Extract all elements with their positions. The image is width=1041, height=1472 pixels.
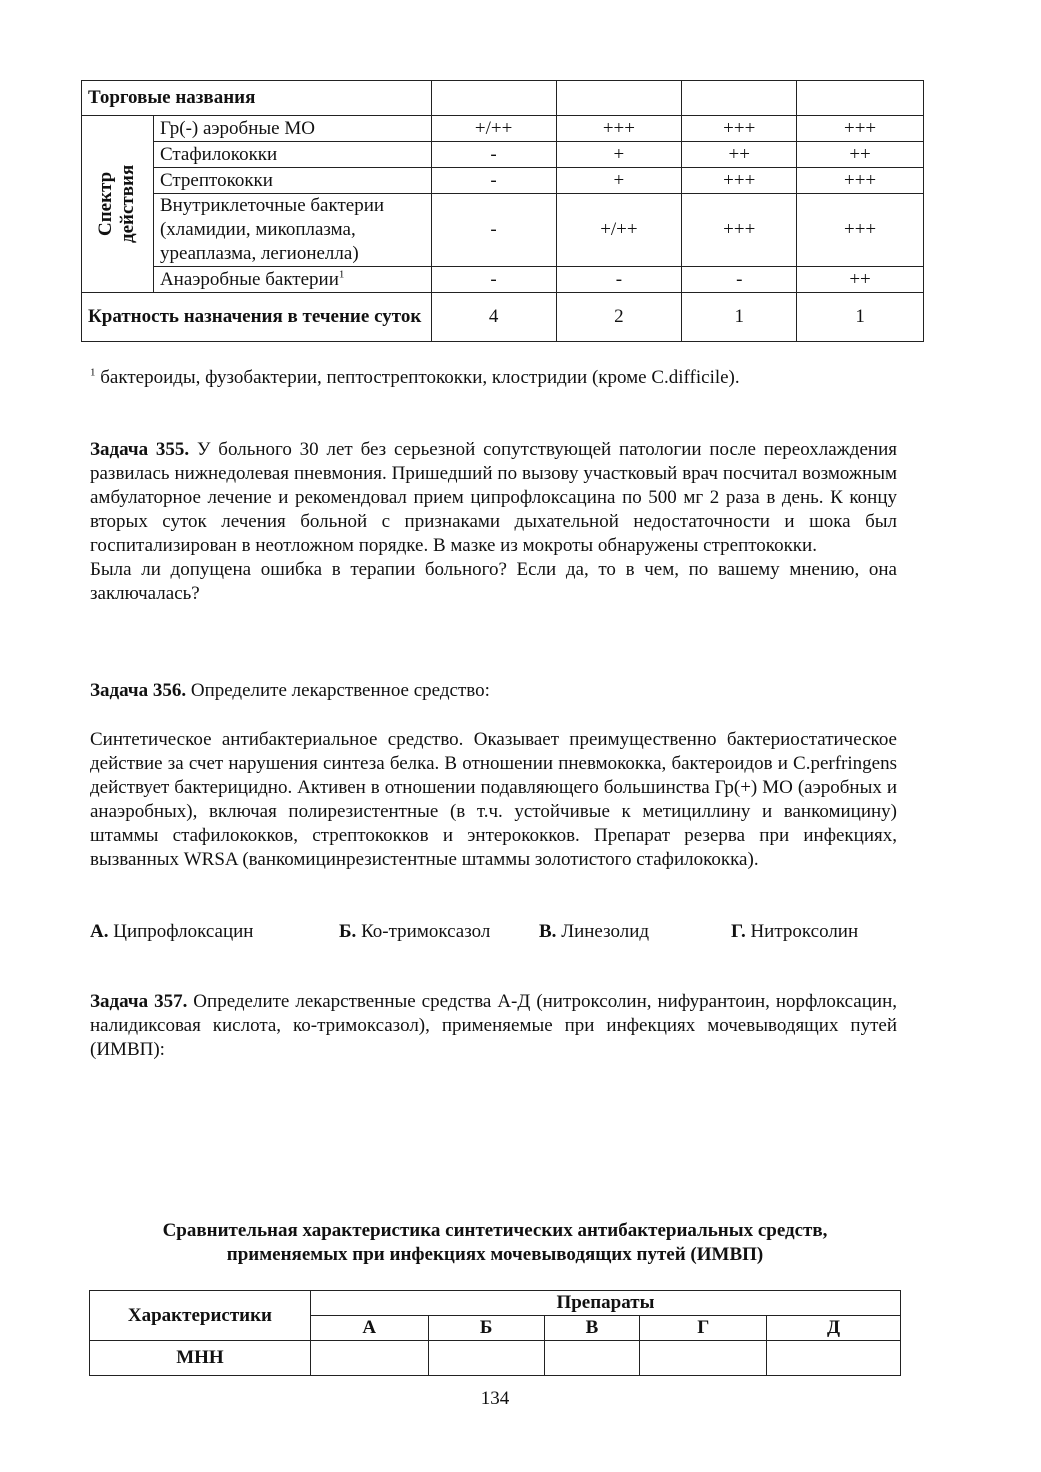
table-cell: +++ [682, 168, 797, 194]
comparison-title [0, 1219, 990, 1267]
column-header: Г [640, 1316, 767, 1341]
footnote-mark: 1 [90, 366, 96, 379]
comparison-table [89, 1290, 901, 1376]
task-356-description: Синтетическое антибактериальное средство. Оказывает преимущественно бактериостатическое действие за счет нарушения синтеза белка. В отношении пневмококка, бактероидов и C.perfringens действует бактерицидно. Активен в отношении подавляющего большинства Гр(+) МО (аэробных и анаэробных), включая полирезистентные (в т.ч. устойчивые к метициллину и ванкомицину) штаммы стафилококков, стрептококков и энтерококков. Препарат резерва при инфекциях, вызванных WRSA (ванкомицинрезистентные штаммы золотистого стафилококка). [90, 729, 897, 870]
spectrum-label-cell [82, 116, 154, 293]
table-cell: + [556, 168, 682, 194]
table-cell: 2 [556, 293, 682, 342]
task-355 [90, 438, 897, 606]
table-row [82, 267, 924, 293]
spectrum-label: Спектр действия [95, 164, 139, 244]
task-title: Задача 356. [90, 680, 187, 701]
row-label-line: (хламидии, микоплазма, [159, 219, 356, 240]
table-cell [544, 1341, 640, 1376]
table-cell: - [556, 267, 682, 293]
table-cell: - [431, 142, 556, 168]
task-text: Определите лекарственные средства А-Д (нитроксолин, нифурантоин, норфлоксацин, налидиксовая кислота, ко-тримоксазол), применяемые при инфекциях мочевыводящих путей (ИМВП): [90, 991, 897, 1060]
table-cell [310, 1341, 428, 1376]
row-label-line: Внутриклеточные бактерии [159, 195, 385, 216]
footnote-text: бактероиды, фузобактерии, пептострептококки, клостридии (кроме C.difficile). [95, 367, 740, 388]
table-cell: +/++ [556, 194, 682, 267]
table-cell: +/++ [431, 116, 556, 142]
option-a: А. Ципрофлоксацин [90, 921, 254, 942]
answer-options [0, 920, 1041, 946]
column-header: А [310, 1316, 428, 1341]
footnote-ref: 1 [338, 268, 345, 281]
table-cell [767, 1341, 901, 1376]
table-cell: - [682, 267, 797, 293]
table-row [90, 1341, 901, 1376]
task-title: Задача 357. [90, 991, 188, 1012]
table-cell: - [431, 168, 556, 194]
table-cell: +++ [797, 116, 924, 142]
table-row [82, 194, 924, 267]
drugs-header: Препараты [310, 1291, 900, 1316]
frequency-label: Кратность назначения в течение суток [82, 293, 432, 342]
table-row [90, 1291, 901, 1316]
column-header: В [544, 1316, 640, 1341]
title-line: Сравнительная характеристика синтетических антибактериальных средств, [162, 1220, 828, 1241]
table-cell: +++ [556, 116, 682, 142]
table-row [82, 81, 924, 116]
table-cell: +++ [682, 194, 797, 267]
task-question: Была ли допущена ошибка в терапии больного? Если да, то в чем, по вашему мнению, она заключалась? [90, 559, 897, 604]
task-356-heading [90, 679, 897, 703]
table-row [82, 142, 924, 168]
table-cell: ++ [682, 142, 797, 168]
title-line: применяемых при инфекциях мочевыводящих путей (ИМВП) [226, 1244, 764, 1265]
task-title: Задача 355. [90, 439, 190, 460]
table-cell [640, 1341, 767, 1376]
table-cell: 4 [431, 293, 556, 342]
task-text: Определите лекарственное средство: [186, 680, 490, 701]
row-label: Анаэробные бактерии$^1$ [153, 267, 431, 293]
option-c: В. Линезолид [539, 921, 650, 942]
row-label: МНН [90, 1341, 311, 1376]
antibacterial-spectrum-table [81, 80, 924, 342]
task-text: У больного 30 лет без серьезной сопутствующей патологии после переохлаждения развилась нижнедолевая пневмония. Пришедший по вызову участковый врач посчитал возможным амбулаторное лечение и рекомендовал прием ципрофлоксацина по 500 мг 2 раза в день. К концу вторых суток лечения больной с признаками дыхательной недостаточности и шока был госпитализирован в неотложном порядке. В мазке из мокроты обнаружены стрептококки. [90, 439, 897, 556]
table-cell: - [431, 267, 556, 293]
column-header: Д [767, 1316, 901, 1341]
row-label-line: уреаплазма, легионелла) [159, 243, 359, 264]
row-label [153, 194, 431, 267]
table-row [82, 293, 924, 342]
table-cell: 1 [682, 293, 797, 342]
table-cell: - [431, 194, 556, 267]
table-cell: +++ [797, 194, 924, 267]
task-357 [90, 990, 897, 1062]
table-row [82, 168, 924, 194]
table-cell: 1 [797, 293, 924, 342]
column-header: Б [428, 1316, 544, 1341]
table-cell: +++ [682, 116, 797, 142]
characteristics-header: Характеристики [90, 1291, 311, 1341]
table-cell: ++ [797, 142, 924, 168]
footnote [90, 366, 940, 390]
page-number: 134 [480, 1388, 510, 1409]
table-cell: +++ [797, 168, 924, 194]
trade-names-label: Торговые названия [82, 81, 432, 116]
option-d: Г. Нитроксолин [731, 921, 859, 942]
row-label: Гр(-) аэробные МО [153, 116, 431, 142]
table-row [82, 116, 924, 142]
row-label: Стафилококки [153, 142, 431, 168]
row-label: Стрептококки [153, 168, 431, 194]
table-cell: ++ [797, 267, 924, 293]
table-cell [428, 1341, 544, 1376]
option-b: Б. Ко-тримоксазол [339, 921, 491, 942]
table-cell: + [556, 142, 682, 168]
